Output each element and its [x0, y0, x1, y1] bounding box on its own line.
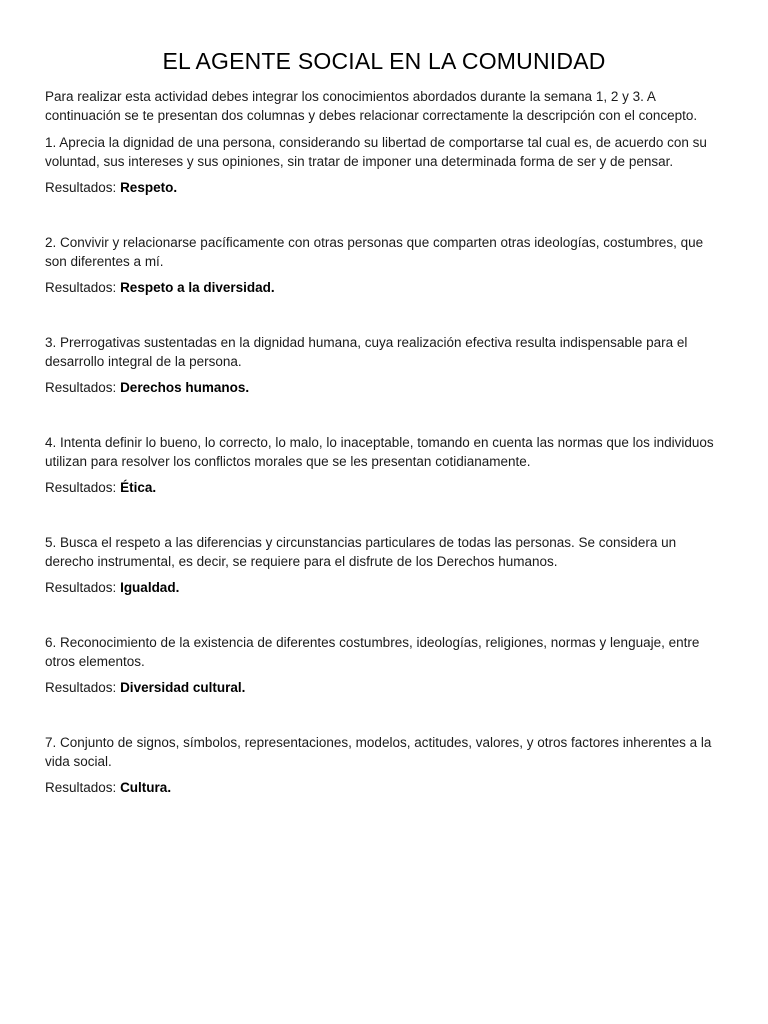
- document-title: EL AGENTE SOCIAL EN LA COMUNIDAD: [162, 48, 606, 74]
- result-label: Resultados:: [45, 680, 117, 695]
- result-answer: Diversidad cultural.: [120, 680, 246, 695]
- result-answer: Ética.: [120, 480, 157, 495]
- result-line: [45, 578, 723, 597]
- question-item-3: [45, 333, 723, 397]
- spacer: [45, 497, 723, 525]
- result-label: Resultados:: [45, 380, 117, 395]
- question-text: 2. Convivir y relacionarse pacíficamente con otras personas que comparten otras ideologías, costumbres, que son diferentes a mí.: [45, 235, 704, 269]
- result-answer: Igualdad.: [120, 580, 180, 595]
- result-answer: Respeto a la diversidad.: [120, 280, 275, 295]
- result-answer: Derechos humanos.: [120, 380, 250, 395]
- question-text: 7. Conjunto de signos, símbolos, representaciones, modelos, actitudes, valores, y otros factores inherentes a la vida social.: [45, 735, 712, 769]
- result-line: [45, 478, 723, 497]
- result-line: [45, 278, 723, 297]
- spacer: [45, 397, 723, 425]
- result-line: [45, 178, 723, 197]
- question-item-7: [45, 733, 723, 797]
- spacer: [45, 197, 723, 225]
- spacer: [45, 597, 723, 625]
- question-item-1: [45, 133, 723, 197]
- question-item-5: [45, 533, 723, 597]
- question-text: 3. Prerrogativas sustentadas en la dignidad humana, cuya realización efectiva resulta indispensable para el desarrollo integral de la persona.: [45, 335, 688, 369]
- result-label: Resultados:: [45, 180, 117, 195]
- question-text: 5. Busca el respeto a las diferencias y circunstancias particulares de todas las personas. Se considera un derecho instrumental, es decir, se requiere para el disfrute de los Derechos humanos.: [45, 535, 677, 569]
- question-item-2: [45, 233, 723, 297]
- spacer: [45, 697, 723, 725]
- result-label: Resultados:: [45, 280, 117, 295]
- question-text: 6. Reconocimiento de la existencia de diferentes costumbres, ideologías, religiones, normas y lenguaje, entre otros elementos.: [45, 635, 700, 669]
- question-text: 1. Aprecia la dignidad de una persona, considerando su libertad de comportarse tal cual es, de acuerdo con su voluntad, sus intereses y sus opiniones, sin tratar de imponer una determinada forma de ser y de pensar.: [45, 135, 707, 169]
- question-item-4: [45, 433, 723, 497]
- result-answer: Cultura.: [120, 780, 172, 795]
- question-item-6: [45, 633, 723, 697]
- result-answer: Respeto.: [120, 180, 178, 195]
- result-line: [45, 778, 723, 797]
- spacer: [45, 297, 723, 325]
- result-line: [45, 678, 723, 697]
- result-label: Resultados:: [45, 480, 117, 495]
- intro-paragraph: Para realizar esta actividad debes integrar los conocimientos abordados durante la semana 1, 2 y 3. A continuación se te presentan dos columnas y debes relacionar correctamente la descripción con el concepto.: [45, 89, 698, 123]
- question-text: 4. Intenta definir lo bueno, lo correcto, lo malo, lo inaceptable, tomando en cuenta las normas que los individuos utilizan para resolver los conflictos morales que se les presentan cotidianamente.: [45, 435, 714, 469]
- result-line: [45, 378, 723, 397]
- result-label: Resultados:: [45, 580, 117, 595]
- result-label: Resultados:: [45, 780, 117, 795]
